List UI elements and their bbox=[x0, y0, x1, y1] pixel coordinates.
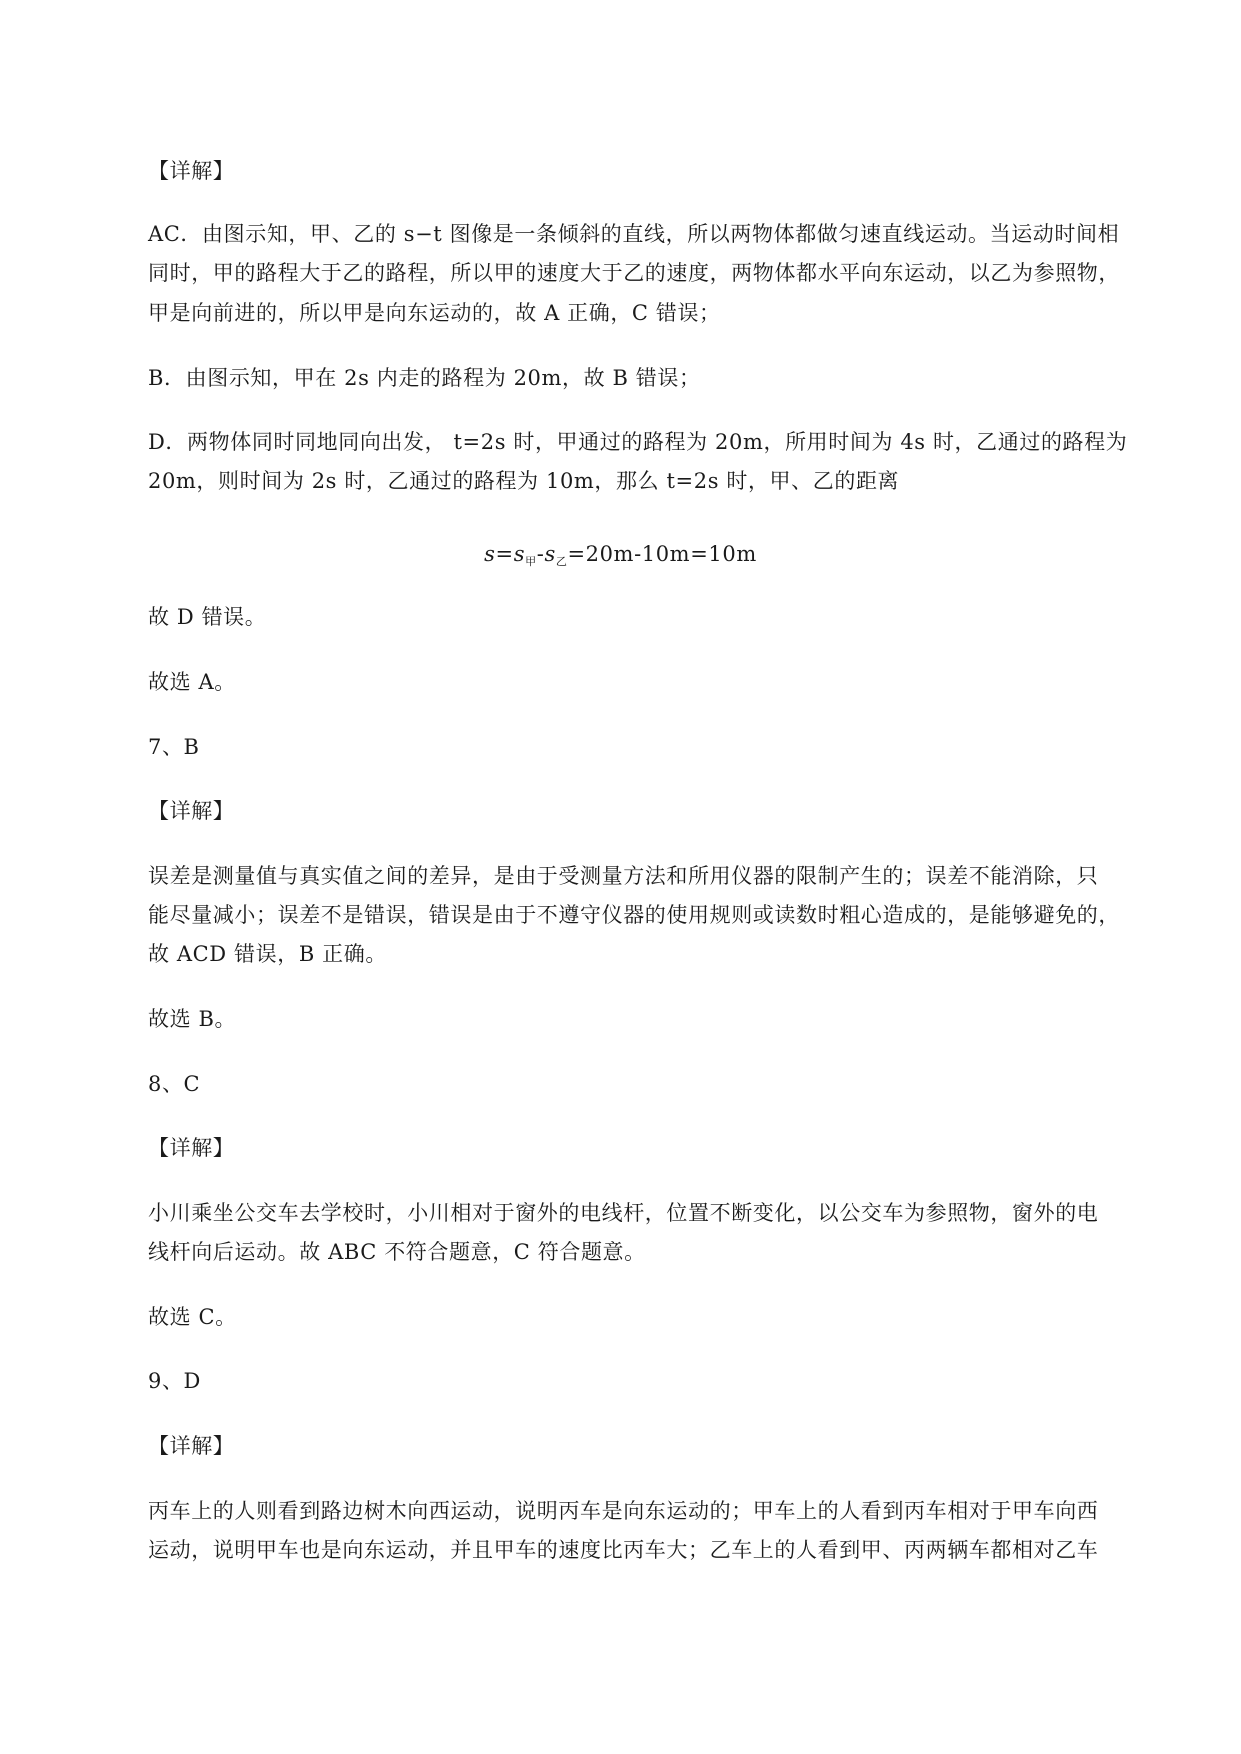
formula-equals: = bbox=[495, 542, 514, 566]
formula-sub-yi: 乙 bbox=[555, 555, 568, 568]
formula-rhs: =20m-10m=10m bbox=[567, 542, 757, 566]
paragraph-line: D．两物体同时同地同向出发， t=2s 时，甲通过的路程为 20m，所用时间为 4s 时，乙通过的路程为 bbox=[148, 430, 1128, 454]
section-heading-detail: 【详解】 bbox=[148, 159, 235, 183]
formula-s-yi: s bbox=[544, 542, 556, 566]
paragraph-line: 故 D 错误。 bbox=[148, 605, 267, 629]
answer-line: 故选 C。 bbox=[148, 1305, 237, 1329]
paragraph-line: 线杆向后运动。故 ABC 不符合题意，C 符合题意。 bbox=[148, 1240, 646, 1264]
question-number-9: 9、D bbox=[148, 1369, 201, 1393]
answer-line: 故选 A。 bbox=[148, 670, 236, 694]
formula-s-jia: s bbox=[513, 542, 526, 566]
paragraph-line: 能尽量减小；误差不是错误，错误是由于不遵守仪器的使用规则或读数时粗心造成的，是能够避免的， bbox=[148, 903, 1120, 927]
paragraph-line: 丙车上的人则看到路边树木向西运动，说明丙车是向东运动的；甲车上的人看到丙车相对于甲车向西 bbox=[148, 1499, 1099, 1523]
question-number-7: 7、B bbox=[148, 735, 200, 759]
formula-sub-jia: 甲 bbox=[525, 555, 537, 568]
paragraph-line: 同时，甲的路程大于乙的路程，所以甲的速度大于乙的速度，两物体都水平向东运动，以乙为参照物， bbox=[148, 261, 1120, 285]
formula-s: s bbox=[484, 542, 496, 566]
paragraph-line: AC．由图示知，甲、乙的 s−t 图像是一条倾斜的直线，所以两物体都做匀速直线运动。当运动时间相 bbox=[148, 222, 1120, 246]
question-number-8: 8、C bbox=[148, 1072, 201, 1096]
paragraph-line: 故 ACD 错误，B 正确。 bbox=[148, 942, 387, 966]
paragraph-line: 甲是向前进的，所以甲是向东运动的，故 A 正确，C 错误； bbox=[148, 301, 721, 325]
paragraph-line: 小川乘坐公交车去学校时，小川相对于窗外的电线杆，位置不断变化，以公交车为参照物，窗外的电 bbox=[148, 1201, 1099, 1225]
paragraph-line: 运动，说明甲车也是向东运动，并且甲车的速度比丙车大；乙车上的人看到甲、丙两辆车都相对乙车 bbox=[148, 1538, 1099, 1562]
formula-line bbox=[0, 540, 1241, 576]
formula-minus: - bbox=[536, 542, 545, 566]
paragraph-line: B．由图示知，甲在 2s 内走的路程为 20m，故 B 错误； bbox=[148, 366, 701, 390]
section-heading-detail: 【详解】 bbox=[148, 1136, 235, 1160]
answer-line: 故选 B。 bbox=[148, 1007, 237, 1031]
paragraph-line: 误差是测量值与真实值之间的差异，是由于受测量方法和所用仪器的限制产生的；误差不能消除，只 bbox=[148, 864, 1099, 888]
paragraph-line: 20m，则时间为 2s 时，乙通过的路程为 10m，那么 t=2s 时，甲、乙的距离 bbox=[148, 469, 900, 493]
section-heading-detail: 【详解】 bbox=[148, 799, 235, 823]
section-heading-detail: 【详解】 bbox=[148, 1434, 235, 1458]
